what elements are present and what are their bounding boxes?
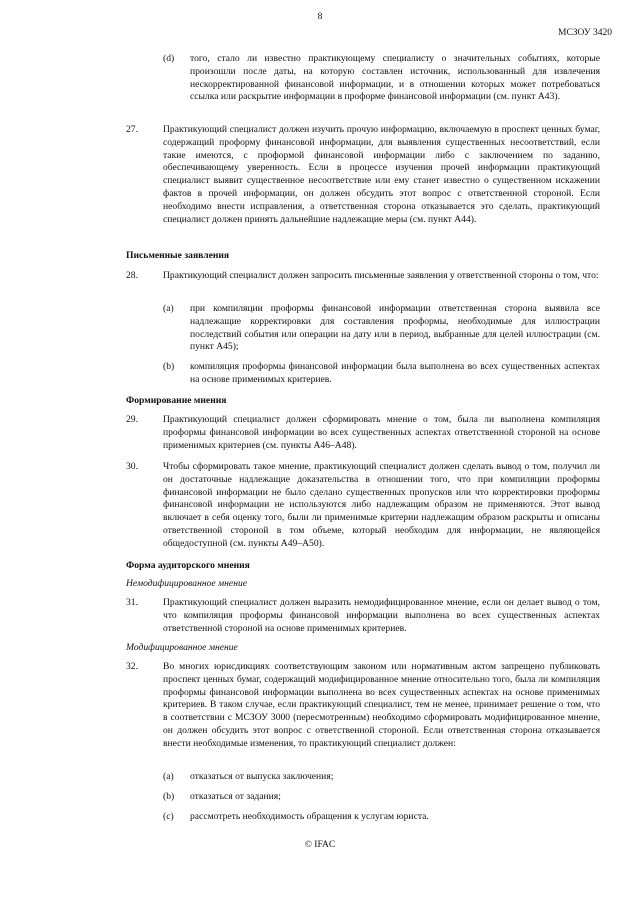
list-label: (b)	[163, 361, 175, 372]
paragraph-number: 29.	[126, 414, 138, 425]
list-item-d	[163, 53, 600, 104]
list-item-28a	[163, 303, 600, 354]
section-heading-written-representations: Письменные заявления	[126, 250, 230, 261]
list-label: (b)	[163, 791, 175, 802]
list-text: отказаться от выпуска заключения;	[190, 771, 334, 782]
copyright-footer: © IFAC	[304, 840, 336, 850]
list-item-32b	[163, 791, 600, 804]
paragraph-text: Практикующий специалист должен запросить письменные заявления у ответственной стороны о том, что:	[163, 270, 599, 281]
list-text: того, стало ли известно практикующему специалисту о значительных событиях, которые произошли после даты, на которую составлен источник, использованный для извлечения нескорректированной финансовой информации, и в отношении которых может потребоваться ссылка или раскрытие информации в проформе финансовой информации (см. пункт А43).	[190, 53, 600, 103]
list-text: рассмотреть необходимость обращения к услугам юриста.	[190, 811, 429, 822]
list-item-28b	[163, 361, 600, 387]
paragraph-number: 31.	[126, 597, 138, 608]
list-text: компиляция проформы финансовой информации была выполнена во всех существенных аспектах на основе применимых критериев.	[190, 361, 600, 385]
paragraph-text: Практикующий специалист должен изучить прочую информацию, включаемую в проспект ценных бумаг, содержащий проформу финансовой информации, для выявления существенных несоответствий, если такие имеются, с проформой финансовой информации либо с заключением по заданию, обеспечивающему уверенность. Если в процессе изучения прочей информации практикующий специалист выявит существенное несоответствие или ему станет известно о существенном искажении фактов в прочей информации, он должен обсудить этот вопрос с ответственной стороной. Если необходимо внести исправления, а ответственная сторона отказывается это сделать, практикующий специалист должен принять дальнейшие надлежащие меры (см. пункт А44).	[163, 124, 600, 225]
paragraph-text: Практикующий специалист должен сформировать мнение о том, была ли выполнена компиляция проформы финансовой информации во всех существенных аспектах ответственной стороной на основе применимых критериев (см. пункты А46–А48).	[163, 414, 600, 451]
list-text: при компиляции проформы финансовой информации ответственная сторона выявила все надлежащие корректировки для составления проформы, необходимые для иллюстрации последствий события или операции на дату или в период, выбранные для целей иллюстрации (см. пункт А45);	[190, 303, 600, 353]
list-label: (d)	[163, 53, 175, 64]
paragraph-29	[126, 414, 600, 452]
paragraph-28	[126, 270, 600, 283]
paragraph-27	[126, 124, 600, 226]
list-label: (a)	[163, 303, 174, 314]
list-item-32c	[163, 811, 600, 824]
paragraph-32	[126, 661, 600, 751]
paragraph-31	[126, 597, 600, 635]
paragraph-number: 32.	[126, 661, 138, 672]
paragraph-number: 28.	[126, 270, 138, 281]
list-text: отказаться от задания;	[190, 791, 281, 802]
list-item-32a	[163, 771, 600, 784]
paragraph-number: 30.	[126, 461, 138, 472]
paragraph-text: Во многих юрисдикциях соответствующим законом или нормативным актом запрещено публиковать проспект ценных бумаг, содержащий модифицированное мнение относительно того, была ли компиляция проформы финансовой информации выполнена во всех существенных аспектах на основе применимых критериев. В таком случае, если практикующий специалист, тем не менее, принимает решение о том, что в соответствии с МСЗОУ 3000 (пересмотренным) необходимо сформировать модифицированное мнение, он должен обсудить этот вопрос с ответственной стороной. Если ответственная сторона отказывается внести необходимые изменения, то практикующий специалист должен:	[163, 661, 600, 749]
standard-reference: МСЗОУ 3420	[558, 28, 612, 38]
page-number: 8	[317, 12, 323, 22]
subheading-modified-opinion: Модифицированное мнение	[126, 642, 238, 653]
subheading-unmodified-opinion: Немодифицированное мнение	[126, 578, 248, 589]
paragraph-text: Чтобы сформировать такое мнение, практикующий специалист должен сделать вывод о том, получил ли он достаточные надлежащие доказательства в отношении того, что при компиляции проформы финансовой информации не было сделано существенных пропусков или что корректировки проформы финансовой информации не используются либо надлежащим образом не применяются. Этот вывод включает в себя оценку того, были ли применимые критерии надлежащим образом раскрыты и описаны ответственной стороной в том объеме, который необходим для информации, не являющейся общедоступной (см. пункты А49–А50).	[163, 461, 600, 549]
paragraph-number: 27.	[126, 124, 138, 135]
list-label: (a)	[163, 771, 174, 782]
list-label: (c)	[163, 811, 174, 822]
section-heading-forming-opinion: Формирование мнения	[126, 395, 227, 406]
section-heading-opinion-form: Форма аудиторского мнения	[126, 560, 250, 571]
paragraph-text: Практикующий специалист должен выразить немодифицированное мнение, если он делает вывод о том, что компиляция проформы финансовой информации выполнена во всех существенных аспектах ответственной стороной на основе применимых критериев.	[163, 597, 600, 634]
paragraph-30	[126, 461, 600, 551]
